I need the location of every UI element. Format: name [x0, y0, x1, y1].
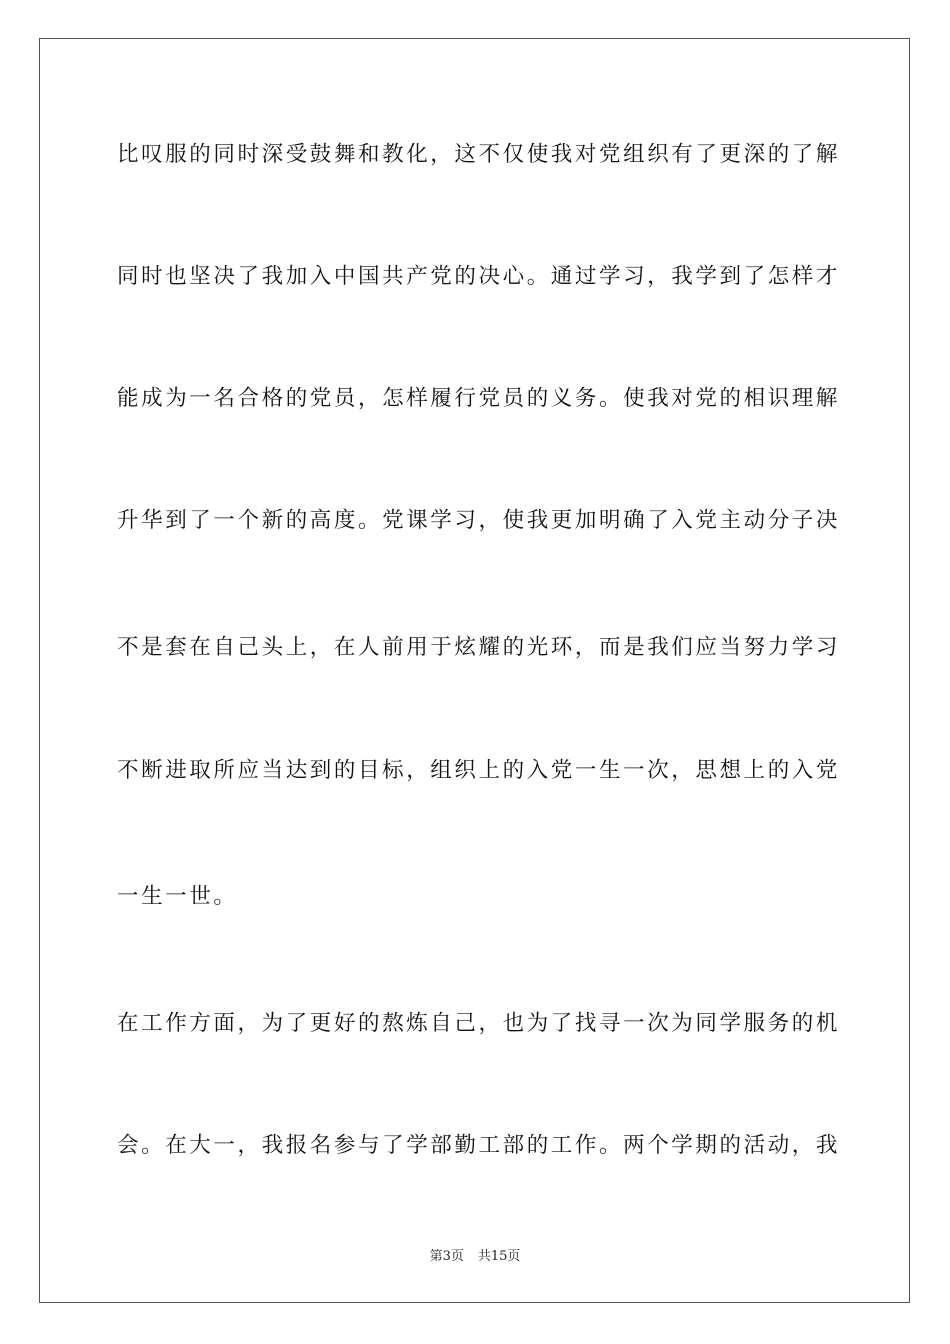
body-line-4: 升华到了一个新的高度。党课学习，使我更加明确了入党主动分子决: [117, 508, 841, 533]
page-footer: [0, 1245, 950, 1264]
body-line-8: 在工作方面，为了更好的熬炼自己，也为了找寻一次为同学服务的机: [117, 1011, 841, 1036]
body-line-3: 能成为一名合格的党员，怎样履行党员的义务。使我对党的相识理解: [117, 386, 841, 411]
page-border: [39, 38, 910, 1303]
body-line-5: 不是套在自己头上，在人前用于炫耀的光环，而是我们应当努力学习: [117, 635, 841, 660]
page-number: 第3页: [429, 1249, 464, 1264]
page-total: 共15页: [477, 1249, 521, 1264]
body-line-2: 同时也坚决了我加入中国共产党的决心。通过学习，我学到了怎样才: [117, 264, 841, 289]
body-line-6: 不断进取所应当达到的目标，组织上的入党一生一次，思想上的入党: [117, 758, 841, 783]
body-line-7: 一生一世。: [117, 884, 238, 909]
body-line-9: 会。在大一，我报名参与了学部勤工部的工作。两个学期的活动，我: [117, 1133, 841, 1158]
body-line-1: 比叹服的同时深受鼓舞和教化，这不仅使我对党组织有了更深的了解: [117, 142, 841, 167]
